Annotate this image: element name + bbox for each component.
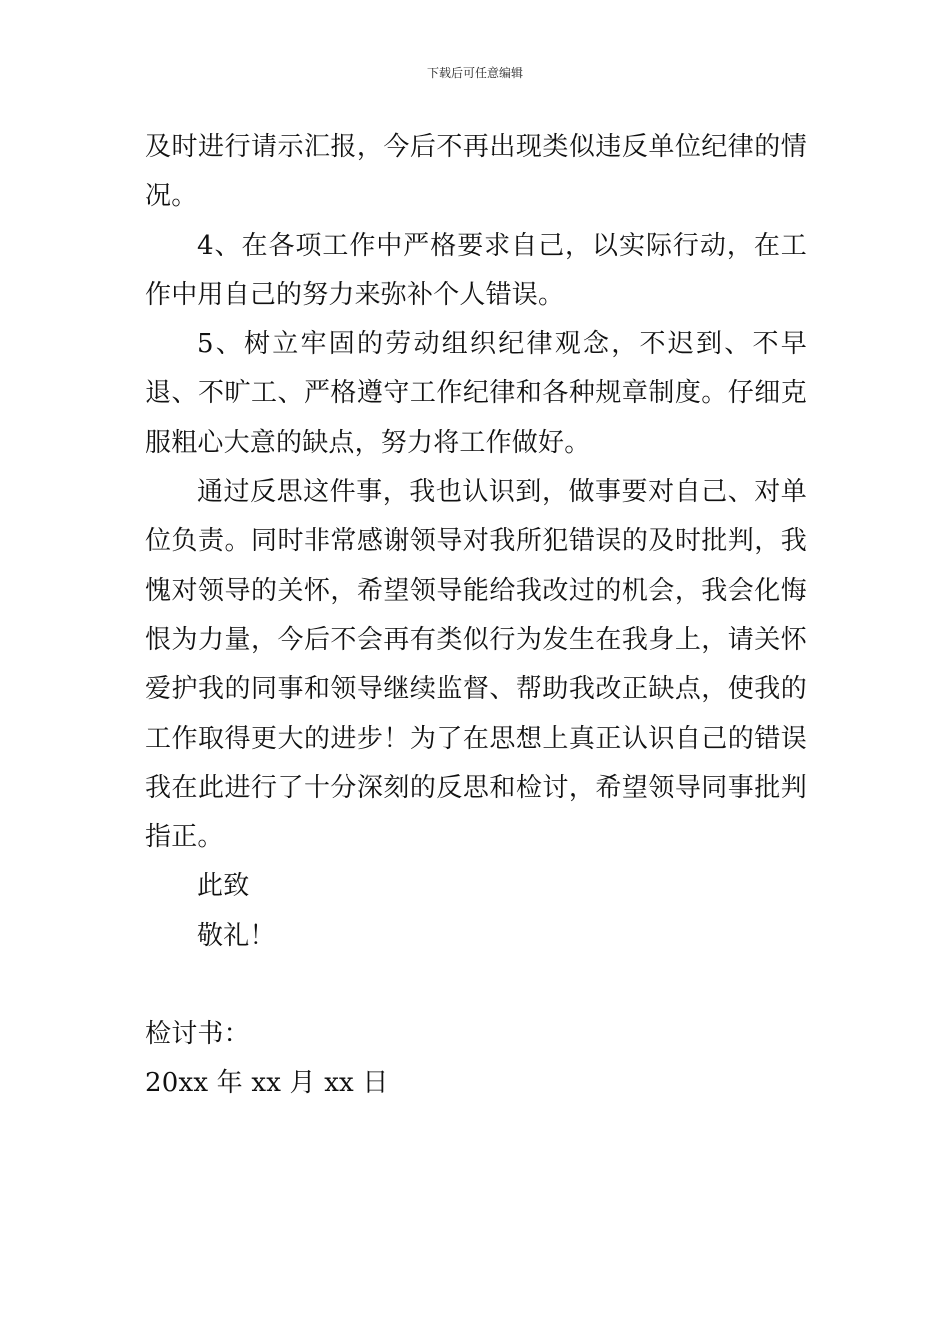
- paragraph-reflection: 通过反思这件事，我也认识到，做事要对自己、对单位负责。同时非常感谢领导对我所犯错误的及时批判，我愧对领导的关怀，希望领导能给我改过的机会，我会化悔恨为力量，今后不会再有类似行为发生在我身上，请关怀爱护我的同事和领导继续监督、帮助我改正缺点，使我的工作取得更大的进步！为了在思想上真正认识自己的错误我在此进行了十分深刻的反思和检讨，希望领导同事批判指正。: [145, 477, 807, 853]
- signature-label: 检讨书：: [145, 1019, 250, 1050]
- header-note: 下载后可任意编辑: [426, 66, 523, 80]
- closing-respect: 敬礼！: [197, 920, 276, 951]
- blank-line: [145, 961, 807, 1010]
- paragraph-item-4: 4、在各项工作中严格要求自己，以实际行动，在工作中用自己的努力来弥补个人错误。: [145, 230, 807, 310]
- paragraph-item-5: 5、树立牢固的劳动组织纪律观念，不迟到、不早退、不旷工、严格遵守工作纪律和各种规章制度。仔细克服粗心大意的缺点，努力将工作做好。: [145, 329, 807, 458]
- paragraph-continuation: 及时进行请示汇报，今后不再出现类似违反单位纪律的情况。: [145, 132, 807, 212]
- document-date: 20xx 年 xx 月 xx 日: [145, 1068, 389, 1099]
- document-body: [145, 123, 807, 1109]
- closing-salutation: 此致: [197, 871, 250, 902]
